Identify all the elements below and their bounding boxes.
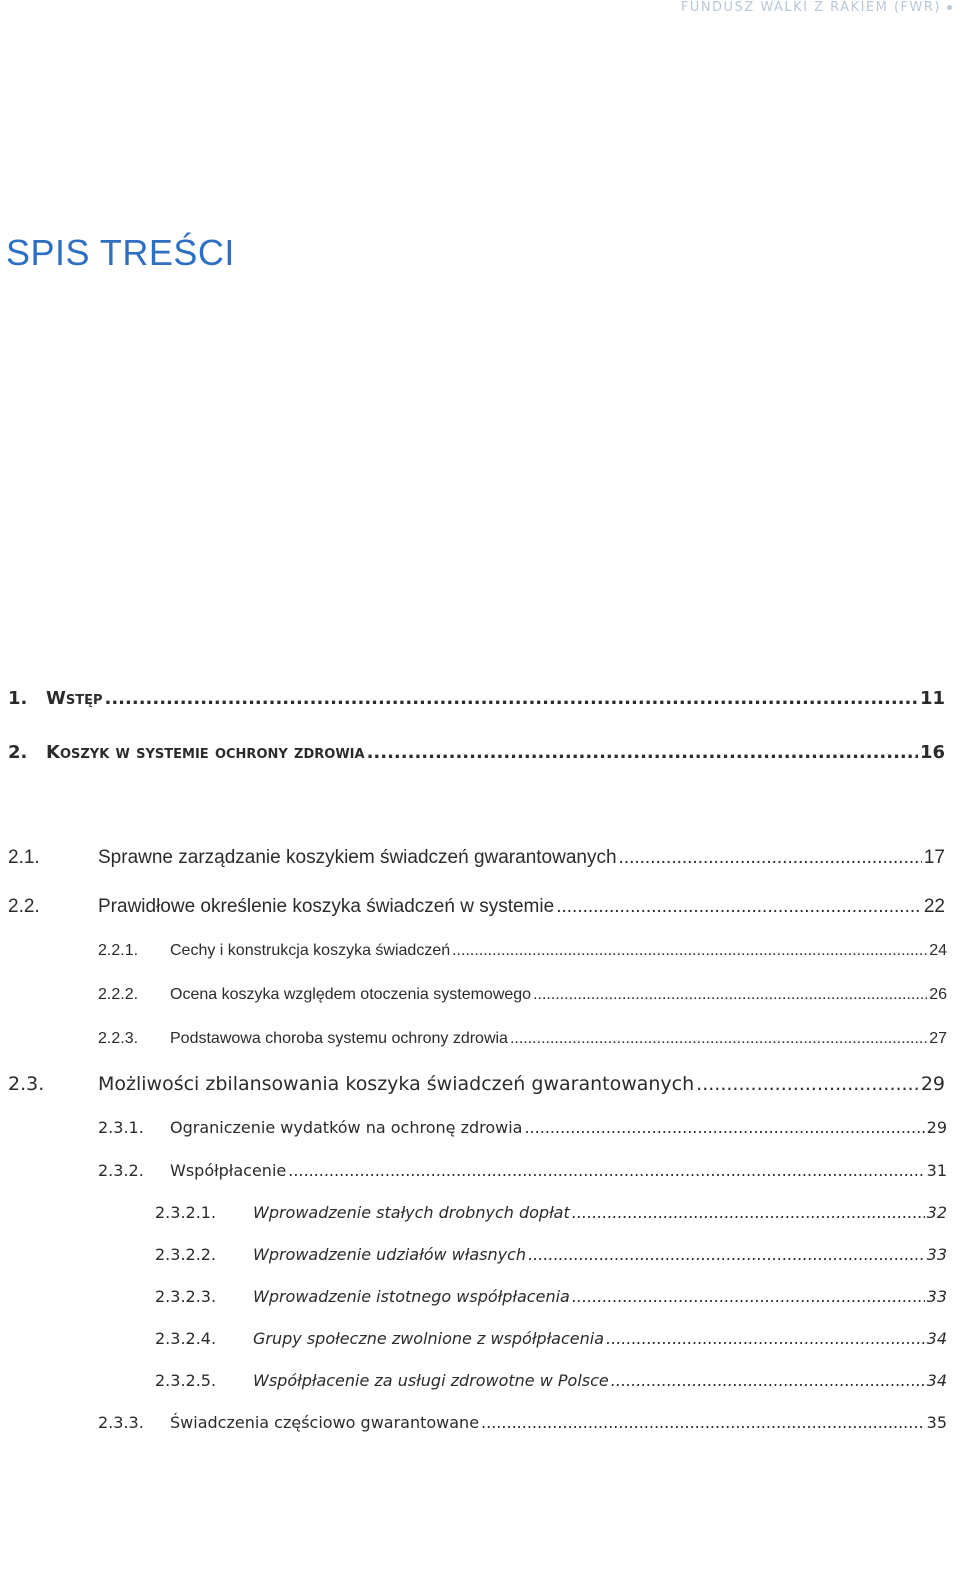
dot-leader [105, 688, 918, 709]
toc-page: 32 [926, 1203, 947, 1222]
toc-page: 11 [919, 688, 945, 709]
toc-page: 29 [926, 1118, 947, 1137]
toc-page: 26 [929, 986, 947, 1003]
toc-entry-2-3-2-5[interactable] [155, 1371, 947, 1390]
dot-leader [524, 1118, 924, 1137]
toc-entry-2-3-2-2[interactable] [155, 1245, 947, 1264]
toc-title: Świadczenia częściowo gwarantowane [170, 1413, 480, 1432]
dot-leader [533, 986, 927, 1004]
dot-leader [619, 847, 922, 869]
toc-entry-2-3-3[interactable] [98, 1413, 947, 1432]
toc-page: 35 [926, 1413, 947, 1432]
toc-page: 34 [926, 1371, 947, 1390]
toc-page: 33 [926, 1245, 947, 1264]
toc-title: Współpłacenie [170, 1161, 287, 1180]
page-title: SPIS TREŚCI [6, 232, 235, 273]
dot-leader [288, 1161, 924, 1180]
toc-number: 2.3.2.3. [155, 1287, 217, 1306]
toc-entry-2-3-2[interactable] [98, 1161, 947, 1180]
dot-leader [510, 1030, 927, 1048]
toc-number: 2.1. [8, 847, 40, 868]
toc-title: Cechy i konstrukcja koszyka świadczeń [170, 942, 451, 959]
toc-entry-2-2-1[interactable] [98, 942, 947, 960]
toc-title: Koszyk w systemie ochrony zdrowia [46, 742, 365, 763]
toc-title: Prawidłowe określenie koszyka świadczeń w systemie [98, 896, 555, 917]
toc-title: Ograniczenie wydatków na ochronę zdrowia [170, 1118, 523, 1137]
toc-page: 29 [920, 1073, 945, 1095]
toc-number: 2.3. [8, 1073, 45, 1095]
toc-entry-2-3-2-1[interactable] [155, 1203, 947, 1222]
toc-entry-2[interactable] [8, 742, 945, 763]
toc-number: 2.3.2.5. [155, 1371, 217, 1390]
toc-title: Wstęp [46, 688, 103, 709]
toc-title: Grupy społeczne zwolnione z współpłacenia [253, 1329, 605, 1348]
toc-number: 1. [8, 688, 28, 709]
toc-number: 2.3.1. [98, 1118, 144, 1137]
dot-leader [611, 1371, 925, 1390]
toc-page: 31 [926, 1161, 947, 1180]
toc-page: 34 [926, 1329, 947, 1348]
toc-number: 2.2.1. [98, 942, 139, 959]
toc-number: 2.3.2.2. [155, 1245, 217, 1264]
toc-number: 2.3.2. [98, 1161, 144, 1180]
toc-title: Wprowadzenie udziałów własnych [253, 1245, 527, 1264]
toc-number: 2.2. [8, 896, 40, 917]
toc-entry-2-3-2-4[interactable] [155, 1329, 947, 1348]
toc-entry-2-3-2-3[interactable] [155, 1287, 947, 1306]
toc-entry-2-2-3[interactable] [98, 1030, 947, 1048]
toc-title: Ocena koszyka względem otoczenia systemowego [170, 986, 532, 1003]
toc-entry-2-2[interactable] [8, 896, 945, 918]
dot-leader [696, 1073, 919, 1095]
toc-number: 2.3.2.1. [155, 1203, 217, 1222]
toc-page: 24 [929, 942, 947, 959]
dot-leader [572, 1203, 925, 1222]
dot-leader [452, 942, 927, 960]
toc-title: Sprawne zarządzanie koszykiem świadczeń gwarantowanych [98, 847, 617, 868]
dot-leader [556, 896, 922, 918]
toc-page: 16 [919, 742, 945, 763]
toc-title: Wprowadzenie istotnego współpłacenia [253, 1287, 570, 1306]
dot-leader [528, 1245, 925, 1264]
dot-leader [367, 742, 918, 763]
toc-entry-2-3[interactable] [8, 1073, 945, 1095]
toc-title: Podstawowa choroba systemu ochrony zdrowia [170, 1030, 508, 1047]
toc-entry-1[interactable] [8, 688, 945, 709]
toc-entry-2-1[interactable] [8, 847, 945, 869]
toc-entry-2-3-1[interactable] [98, 1118, 947, 1137]
toc-page: 22 [923, 896, 945, 917]
dot-leader [572, 1287, 925, 1306]
running-header-text: FUNDUSZ WALKI Z RAKIEM (FWR) [680, 0, 941, 15]
dot-leader [606, 1329, 925, 1348]
toc-page: 17 [923, 847, 945, 868]
toc-page: 33 [926, 1287, 947, 1306]
toc-title: Współpłacenie za usługi zdrowotne w Polsce [253, 1371, 609, 1390]
dot-leader [481, 1413, 925, 1432]
toc-title: Możliwości zbilansowania koszyka świadczeń gwarantowanych [98, 1073, 695, 1095]
toc-number: 2.3.2.4. [155, 1329, 217, 1348]
toc-page: 27 [929, 1030, 947, 1047]
toc-number: 2.2.3. [98, 1030, 139, 1047]
toc-number: 2.2.2. [98, 986, 139, 1003]
toc-entry-2-2-2[interactable] [98, 986, 947, 1004]
toc-number: 2.3.3. [98, 1413, 144, 1432]
toc-title: Wprowadzenie stałych drobnych dopłat [253, 1203, 570, 1222]
toc-number: 2. [8, 742, 28, 763]
